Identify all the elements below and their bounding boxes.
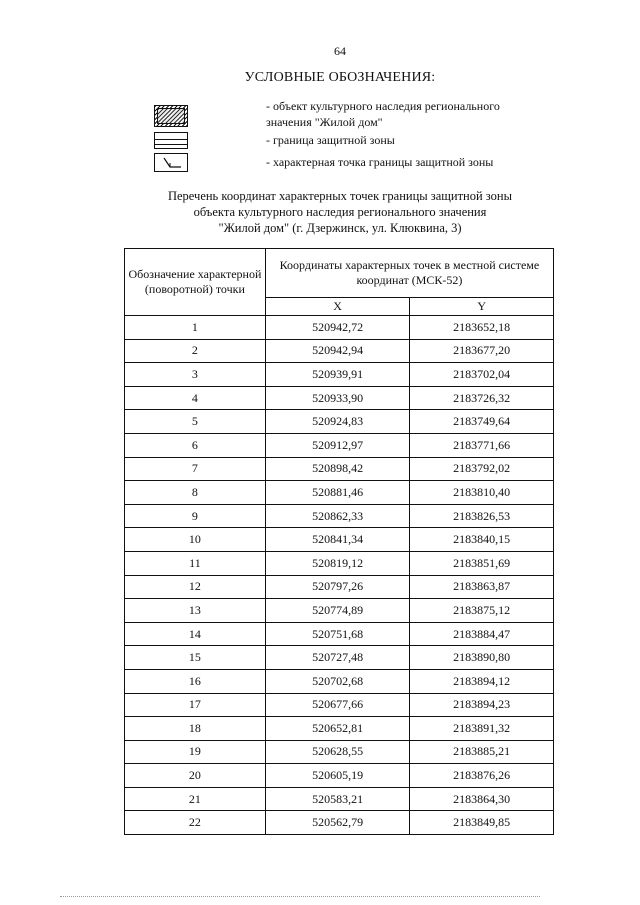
header-point: Обозначение характерной (поворотной) точки bbox=[125, 249, 266, 316]
point-number: 12 bbox=[125, 575, 266, 599]
coord-y: 2183863,87 bbox=[410, 575, 554, 599]
coord-y: 2183885,21 bbox=[410, 740, 554, 764]
point-number: 19 bbox=[125, 740, 266, 764]
coord-y: 2183677,20 bbox=[410, 339, 554, 363]
coord-y: 2183749,64 bbox=[410, 410, 554, 434]
legend-text-heritage-object: - объект культурного наследия регионального значения "Жилой дом" bbox=[266, 99, 500, 129]
coord-x: 520702,68 bbox=[265, 669, 410, 693]
coord-x: 520751,68 bbox=[265, 622, 410, 646]
legend-title: УСЛОВНЫЕ ОБОЗНАЧЕНИЯ: bbox=[244, 70, 436, 85]
table-row bbox=[125, 693, 554, 717]
header-x: X bbox=[265, 298, 410, 316]
coord-y: 2183851,69 bbox=[410, 551, 554, 575]
point-number: 14 bbox=[125, 622, 266, 646]
point-number: 17 bbox=[125, 693, 266, 717]
point-number: 6 bbox=[125, 433, 266, 457]
coord-y: 2183876,26 bbox=[410, 764, 554, 788]
table-row bbox=[125, 457, 554, 481]
point-number: 1 bbox=[125, 316, 266, 340]
coord-x: 520605,19 bbox=[265, 764, 410, 788]
coord-x: 520797,26 bbox=[265, 575, 410, 599]
page-number: 64 bbox=[334, 44, 346, 58]
table-row bbox=[125, 433, 554, 457]
coord-x: 520881,46 bbox=[265, 481, 410, 505]
point-number: 13 bbox=[125, 599, 266, 623]
coord-y: 2183894,23 bbox=[410, 693, 554, 717]
coord-x: 520898,42 bbox=[265, 457, 410, 481]
point-number: 4 bbox=[125, 386, 266, 410]
point-number: 15 bbox=[125, 646, 266, 670]
legend-text-boundary-point: - характерная точка границы защитной зоны bbox=[266, 155, 494, 169]
coord-y: 2183810,40 bbox=[410, 481, 554, 505]
point-number: 22 bbox=[125, 811, 266, 835]
table-row bbox=[125, 740, 554, 764]
coord-y: 2183702,04 bbox=[410, 363, 554, 387]
table-row bbox=[125, 316, 554, 340]
table-row bbox=[125, 599, 554, 623]
point-number: 11 bbox=[125, 551, 266, 575]
coord-x: 520862,33 bbox=[265, 504, 410, 528]
point-number: 10 bbox=[125, 528, 266, 552]
double-line-rectangle-icon bbox=[154, 132, 188, 149]
scan-edge-marks bbox=[60, 896, 540, 899]
coord-x: 520924,83 bbox=[265, 410, 410, 434]
coord-x: 520774,89 bbox=[265, 599, 410, 623]
table-row bbox=[125, 386, 554, 410]
coord-y: 2183890,80 bbox=[410, 646, 554, 670]
table-row bbox=[125, 669, 554, 693]
table-row bbox=[125, 646, 554, 670]
table-row bbox=[125, 551, 554, 575]
coord-x: 520939,91 bbox=[265, 363, 410, 387]
coord-x: 520677,66 bbox=[265, 693, 410, 717]
table-row bbox=[125, 787, 554, 811]
table-row bbox=[125, 410, 554, 434]
point-number: 3 bbox=[125, 363, 266, 387]
coord-x: 520562,79 bbox=[265, 811, 410, 835]
coord-y: 2183894,12 bbox=[410, 669, 554, 693]
point-number: 16 bbox=[125, 669, 266, 693]
table-row bbox=[125, 339, 554, 363]
hatched-rectangle-icon bbox=[154, 105, 188, 127]
point-number: 2 bbox=[125, 339, 266, 363]
coordinates-table bbox=[124, 248, 554, 835]
coord-x: 520912,97 bbox=[265, 433, 410, 457]
legend-item-boundary-point bbox=[154, 153, 188, 172]
coord-x: 520933,90 bbox=[265, 386, 410, 410]
point-number: 20 bbox=[125, 764, 266, 788]
coord-y: 2183840,15 bbox=[410, 528, 554, 552]
coord-y: 2183826,53 bbox=[410, 504, 554, 528]
header-coordinates: Координаты характерных точек в местной системе координат (МСК-52) bbox=[265, 249, 553, 298]
table-row bbox=[125, 622, 554, 646]
coord-x: 520841,34 bbox=[265, 528, 410, 552]
table-row bbox=[125, 717, 554, 741]
coord-y: 2183726,32 bbox=[410, 386, 554, 410]
legend-item-heritage-object bbox=[154, 105, 188, 127]
coord-y: 2183792,02 bbox=[410, 457, 554, 481]
table-row bbox=[125, 504, 554, 528]
coord-y: 2183875,12 bbox=[410, 599, 554, 623]
coord-x: 520628,55 bbox=[265, 740, 410, 764]
point-number: 7 bbox=[125, 457, 266, 481]
table-row bbox=[125, 481, 554, 505]
coord-x: 520727,48 bbox=[265, 646, 410, 670]
coord-y: 2183771,66 bbox=[410, 433, 554, 457]
point-number: 21 bbox=[125, 787, 266, 811]
coord-y: 2183891,32 bbox=[410, 717, 554, 741]
coord-y: 2183652,18 bbox=[410, 316, 554, 340]
coord-x: 520819,12 bbox=[265, 551, 410, 575]
table-row bbox=[125, 764, 554, 788]
header-y: Y bbox=[410, 298, 554, 316]
coord-x: 520942,72 bbox=[265, 316, 410, 340]
coord-y: 2183849,85 bbox=[410, 811, 554, 835]
coord-x: 520583,21 bbox=[265, 787, 410, 811]
point-number: 8 bbox=[125, 481, 266, 505]
table-row bbox=[125, 811, 554, 835]
list-title: Перечень координат характерных точек границы защитной зоны объекта культурного наследия регионального значения "Жилой дом" (г. Дзержинск, ул. Клюквина, 3) bbox=[167, 189, 513, 235]
legend-item-protection-border bbox=[154, 132, 188, 149]
coord-y: 2183884,47 bbox=[410, 622, 554, 646]
legend-text-protection-border: - граница защитной зоны bbox=[266, 133, 395, 147]
table-row bbox=[125, 575, 554, 599]
point-number: 18 bbox=[125, 717, 266, 741]
coord-y: 2183864,30 bbox=[410, 787, 554, 811]
boundary-point-icon bbox=[154, 153, 188, 172]
table-row bbox=[125, 528, 554, 552]
coord-x: 520652,81 bbox=[265, 717, 410, 741]
point-number: 5 bbox=[125, 410, 266, 434]
point-number: 9 bbox=[125, 504, 266, 528]
table-row bbox=[125, 363, 554, 387]
coord-x: 520942,94 bbox=[265, 339, 410, 363]
